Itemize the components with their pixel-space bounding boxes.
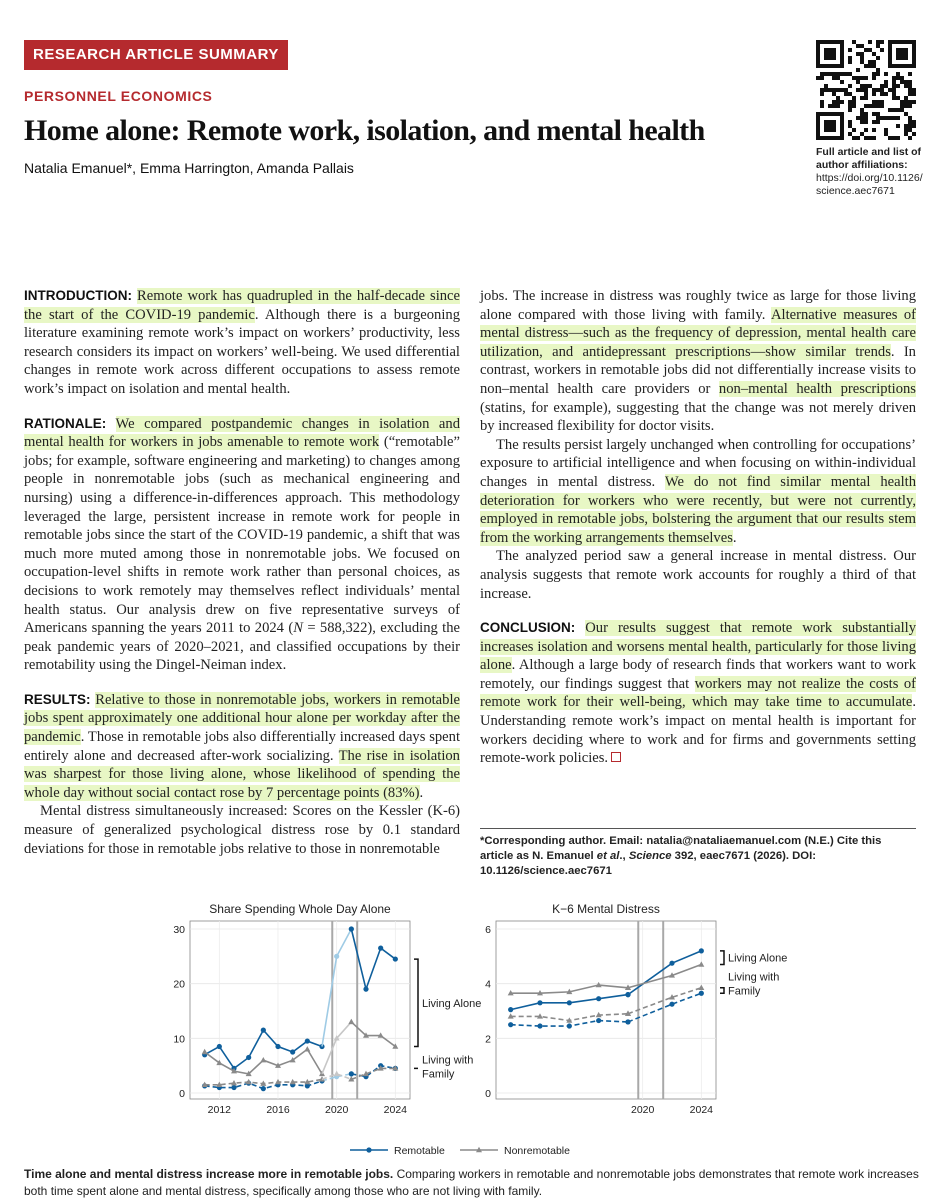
bracket-label: Living Alone [422,997,482,1010]
x-tick-label: 2024 [689,1104,714,1116]
text: . Although there is a burgeoning literature examining remote work’s impact on workers’ productivity, less research considers its impact on workers’ well-being. We used differential changes in remote work across different occupations to assess remote work’s impact on isolation and mental health. [24,306,460,397]
left-column [24,287,460,858]
results-paragraph-3 [480,436,916,548]
section-label: PERSONNEL ECONOMICS [24,88,213,104]
y-tick-label: 2 [485,1033,491,1046]
text: Mental distress simultaneously increased: Scores on the Kessler (K-6) measure of generalized psychological distress rose by 0.1 standard deviations for those in remotable jobs relative to those in nonremotable [24,803,460,857]
text: *Corresponding author. Email: natalia@nataliaemanuel.com (N.E.) Cite this article as N. Emanuel [480,835,882,862]
end-of-article-icon [611,752,621,762]
chart-title: Share Spending Whole Day Alone [209,902,391,916]
author-list: Natalia Emanuel*, Emma Harrington, Amanda Pallais [24,160,354,176]
qr-code-icon[interactable] [816,40,916,140]
legend-remotable-marker [366,1147,371,1152]
data-point [217,1044,222,1049]
highlight: Relative to those in nonremotable jobs, workers in remotable jobs spent approximately one additional hour alone per workday after the pandemic [24,691,460,746]
data-point [567,1023,572,1028]
bracket [414,959,418,1046]
x-tick-label: 2020 [324,1104,349,1116]
text: (statins, for example), suggesting that the change was not merely driven by increased flexibility for doctor visits. [480,399,916,435]
plot-frame [496,921,716,1099]
data-point [508,1007,513,1012]
y-tick-label: 4 [485,978,491,991]
data-point [669,961,674,966]
data-point [275,1044,280,1049]
results-paragraph-2-start [24,802,460,858]
right-column [480,287,916,768]
introduction-paragraph [24,287,460,399]
article-title: Home alone: Remote work, isolation, and mental health [24,114,705,147]
bracket-label: Living with [422,1054,474,1067]
data-point [305,1038,310,1043]
highlight: Our results suggest that remote work substantially increases isolation and worsens mental health, particularly for those living alone [480,620,916,674]
y-tick-label: 0 [485,1088,491,1100]
data-point [625,992,630,997]
bracket-label: Living Alone [728,952,788,965]
data-point [393,956,398,961]
data-point [537,1023,542,1028]
text: (“remotable” jobs; for example, software engineering and marketing) to changes among people in nonremotable jobs (such as mechanical engineering and nursing) using a difference-in-differences approach. This methodology leveraged the large, persistent increase in remote work for people in remotable jobs since the start of the COVID-19 pandemic, a shift that was much more muted among those in nonremotable jobs. We focused on occupation-level shifts in remote work rather than personal choices, as decisions to work remotely may themselves reflect individuals’ mental health status. Our analysis drew on five representative surveys of Americans spanning the years 2011 to 2024 ( [24,434,461,637]
text: N [293,620,303,637]
results-heading: RESULTS: [24,691,91,707]
highlight: We do not find similar mental health deterioration for workers who were recently, but were not currently, employed in remotable jobs, bolstering the argument that our results stem from the working arrangements themselves [480,473,916,546]
results-paragraph [24,691,460,803]
data-point [290,1049,295,1054]
text: . [732,529,737,546]
text: Comparing workers in remotable and nonremotable jobs demonstrates that remote work increases both time spent alone and mental distress, specifically among those who are not living with family. [24,1167,919,1198]
chart-title: K−6 Mental Distress [552,902,660,916]
corresponding-author-footnote [480,834,916,879]
x-tick-label: 2016 [266,1104,290,1116]
introduction-heading: INTRODUCTION: [24,288,132,303]
data-point [261,1086,266,1091]
data-point [349,1071,354,1076]
data-point [231,1085,236,1090]
highlight: The rise in isolation was sharpest for those living alone, whose likelihood of spending the whole day without social contact rose by 7 percentage points (83%) [24,747,460,801]
figure-caption [24,1166,924,1200]
highlight: Alternative measures of mental distress—such as the frequency of depression, mental health care utilization, and antidepressant prescriptions—show similar trends [480,306,916,360]
data-point [508,1022,513,1027]
text: Science [628,850,672,862]
rationale-paragraph [24,415,460,675]
results-paragraph-2 [480,287,916,436]
text: . Although a large body of research finds that workers want to work remotely, our findings suggest that [480,657,916,692]
data-point [699,948,704,953]
text: . Those in remotable jobs also differentially increased days spent entirely alone and decreased after-work socializing. [24,729,460,764]
x-tick-label: 2020 [630,1104,655,1116]
data-point [699,991,704,996]
data-point [596,996,601,1001]
highlight: We compared postpandemic changes in isolation and mental health for workers in jobs amenable to remote work [24,415,460,451]
text: = 588,322), excluding the peak pandemic years of 2020–2021, and classified occupations by their remotability using the Dingel-Neiman index. [24,620,461,674]
rationale-heading: RATIONALE: [24,415,107,431]
text: The analyzed period saw a general increase in mental distress. Our analysis suggests that remote work accounts for roughly a third of that increase. [480,548,916,602]
data-point [363,987,368,992]
data-point [625,1019,630,1024]
doi-link[interactable]: https://doi.org/10.1126/ science.aec7671 [816,172,923,197]
highlight: workers may not realize the costs of remote work for their well-being, which may take time to accumulate [480,675,916,711]
bracket-label: Living with [728,971,780,984]
legend-nonremotable-label: Nonremotable [504,1145,570,1157]
y-tick-label: 20 [173,978,185,991]
x-tick-label: 2012 [207,1104,232,1116]
text: . [419,784,424,801]
x-tick-label: 2024 [383,1104,408,1116]
conclusion-paragraph [480,619,916,768]
bracket-label: Family [422,1068,455,1081]
legend-remotable-label: Remotable [394,1145,445,1157]
text: ., [619,850,629,862]
summary-figure [160,895,800,1163]
qr-caption-label: Full article and list of author affiliations: [816,146,922,171]
y-tick-label: 30 [173,924,185,936]
data-point [537,1000,542,1005]
bracket [720,951,724,965]
data-point [334,954,339,959]
text: jobs. The increase in distress was roughly twice as large for those living alone compared with those living with family. [480,288,916,323]
highlight: Remote work has quadrupled in the half-decade since the start of the COVID-19 pandemic [24,288,460,323]
text: . In contrast, workers in remotable jobs did not differentially increase visits to non–mental health care providers or [480,343,916,397]
highlight: non–mental health prescriptions [718,380,916,397]
y-tick-label: 0 [179,1088,185,1100]
data-point [261,1028,266,1033]
text: The results persist largely unchanged when controlling for occupations’ exposure to artificial intelligence and when focusing on within-individual changes in mental distress. [480,436,916,490]
text: et al [596,850,620,862]
data-point [246,1055,251,1060]
results-paragraph-4 [480,547,916,603]
bracket [720,988,724,993]
y-tick-label: 10 [173,1033,185,1046]
y-tick-label: 6 [485,924,491,936]
footnote-divider [480,828,916,829]
plot-frame [190,921,410,1099]
text: 392, eaec7671 (2026). DOI: 10.1126/science.aec7671 [480,850,816,877]
bracket-label: Family [728,985,761,998]
qr-caption [816,146,926,198]
text: Time alone and mental distress increase more in remotable jobs. [24,1167,394,1181]
data-point [567,1000,572,1005]
data-point [378,946,383,951]
data-point [349,926,354,931]
conclusion-heading: CONCLUSION: [480,620,576,636]
article-type-banner: RESEARCH ARTICLE SUMMARY [24,40,288,70]
data-point [596,1018,601,1023]
data-point [669,1002,674,1007]
text: . Understanding remote work’s impact on mental health is important for workers deciding where to work and for firms and governments setting remote-work policies. [480,694,916,767]
